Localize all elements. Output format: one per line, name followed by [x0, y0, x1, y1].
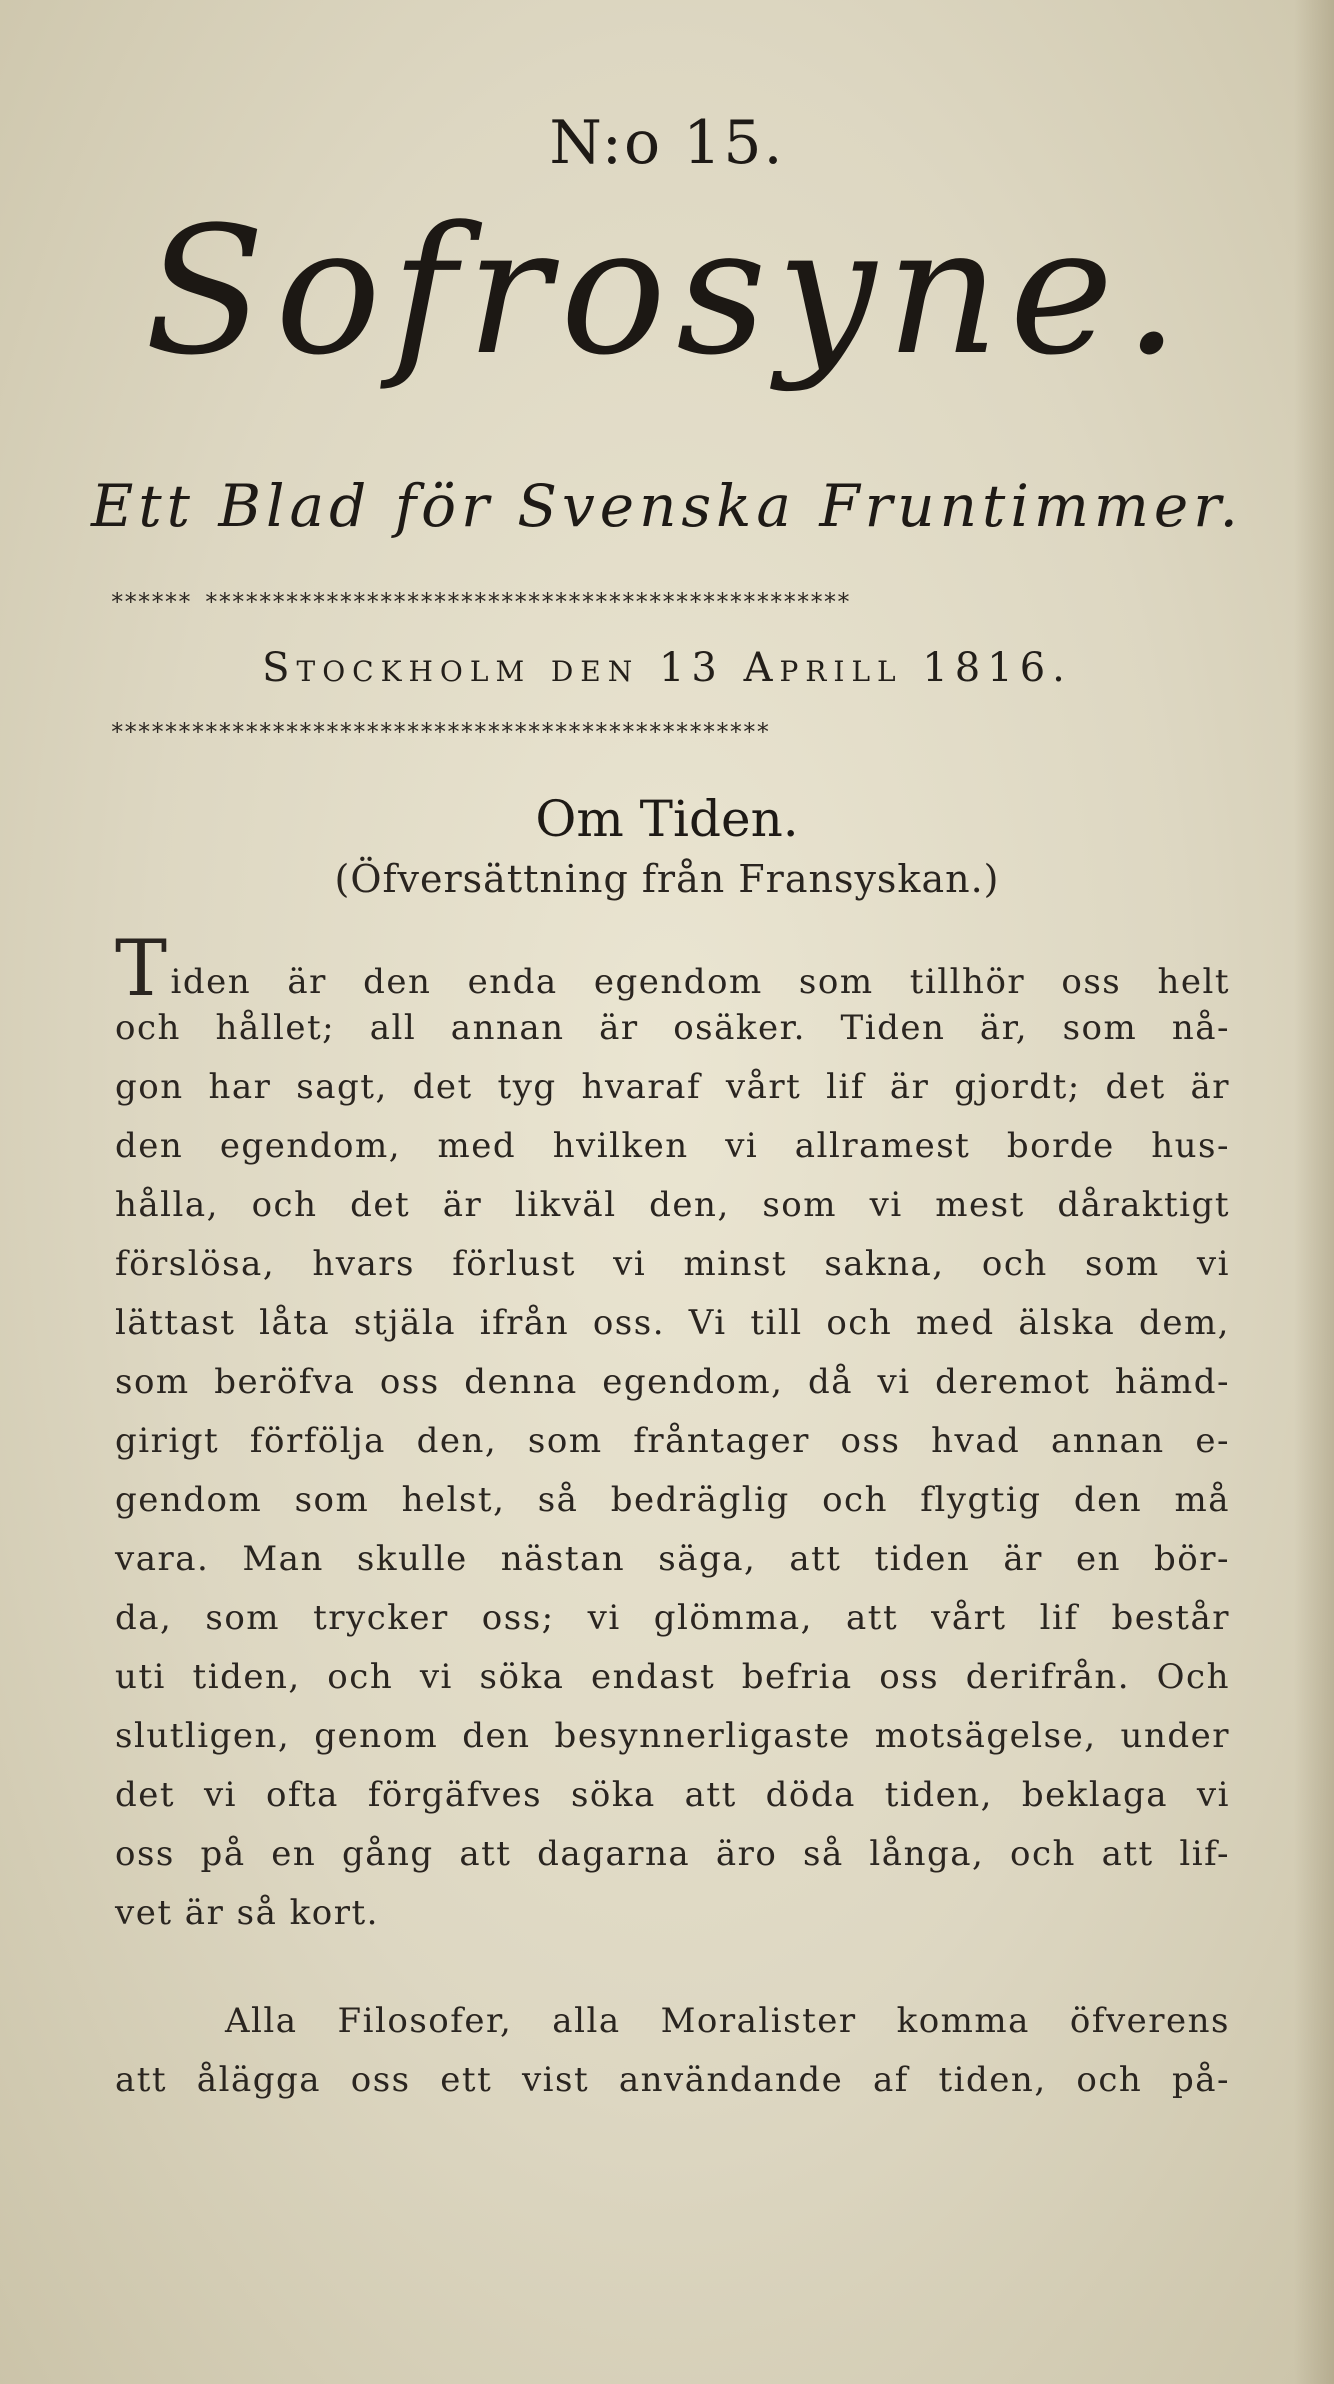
- drop-cap: T: [115, 924, 169, 1014]
- paragraph-1: [115, 924, 1230, 1943]
- text-line: att ålägga oss ett vist användande af tiden, och på-: [115, 2060, 1230, 2100]
- text-line: girigt förfölja den, som fråntager oss hvad annan e-: [115, 1421, 1230, 1461]
- text-line: vet är så kort.: [115, 1893, 379, 1933]
- text-line: da, som trycker oss; vi glömma, att vårt lif består: [115, 1598, 1230, 1638]
- text-line: [115, 1992, 1230, 2051]
- text-line: vara. Man skulle nästan säga, att tiden är en bör-: [115, 1539, 1230, 1579]
- text-line-content: Alla Filosofer, alla Moralister komma öfverens: [225, 2001, 1230, 2041]
- text-line: [115, 924, 1230, 1014]
- text-line: förslösa, hvars förlust vi minst sakna, och som vi: [115, 1244, 1230, 1284]
- text-line: lättast låta stjäla ifrån oss. Vi till och med älska dem,: [115, 1303, 1230, 1343]
- text-line-content: iden är den enda egendom som tillhör oss helt: [170, 962, 1230, 1002]
- text-line: som beröfva oss denna egendom, då vi deremot hämd-: [115, 1362, 1230, 1402]
- text-line: gon har sagt, det tyg hvaraf vårt lif är gjordt; det är: [115, 1067, 1230, 1107]
- text-line: slutligen, genom den besynnerligaste motsägelse, under: [115, 1716, 1230, 1756]
- masthead-subtitle: Ett Blad för Svenska Fruntimmer.: [90, 472, 1243, 540]
- text-line: och hållet; all annan är osäker. Tiden är, som nå-: [115, 1008, 1230, 1048]
- text-line: uti tiden, och vi söka endast befria oss derifrån. Och: [115, 1657, 1230, 1697]
- text-line: det vi ofta förgäfves söka att döda tiden, beklaga vi: [115, 1775, 1230, 1815]
- text-line: gendom som helst, så bedräglig och flygtig den må: [115, 1480, 1230, 1520]
- paragraph-2: [115, 1992, 1230, 2110]
- star-rule-bottom: *************************************************: [110, 718, 770, 746]
- text-line: den egendom, med hvilken vi allramest borde hus-: [115, 1126, 1230, 1166]
- star-rule-top: ****** ************************************************: [110, 588, 850, 616]
- text-line: oss på en gång att dagarna äro så långa, och att lif-: [115, 1834, 1230, 1874]
- text-line: hålla, och det är likväl den, som vi mest dåraktigt: [115, 1185, 1230, 1225]
- article-subtitle: (Öfversättning från Fransyskan.): [334, 857, 1000, 901]
- dateline: Stockholm den 13 Aprill 1816.: [262, 645, 1072, 691]
- issue-number: N:o 15.: [549, 108, 785, 178]
- masthead-title: Sofrosyne.: [144, 189, 1190, 394]
- article-title: Om Tiden.: [535, 790, 799, 848]
